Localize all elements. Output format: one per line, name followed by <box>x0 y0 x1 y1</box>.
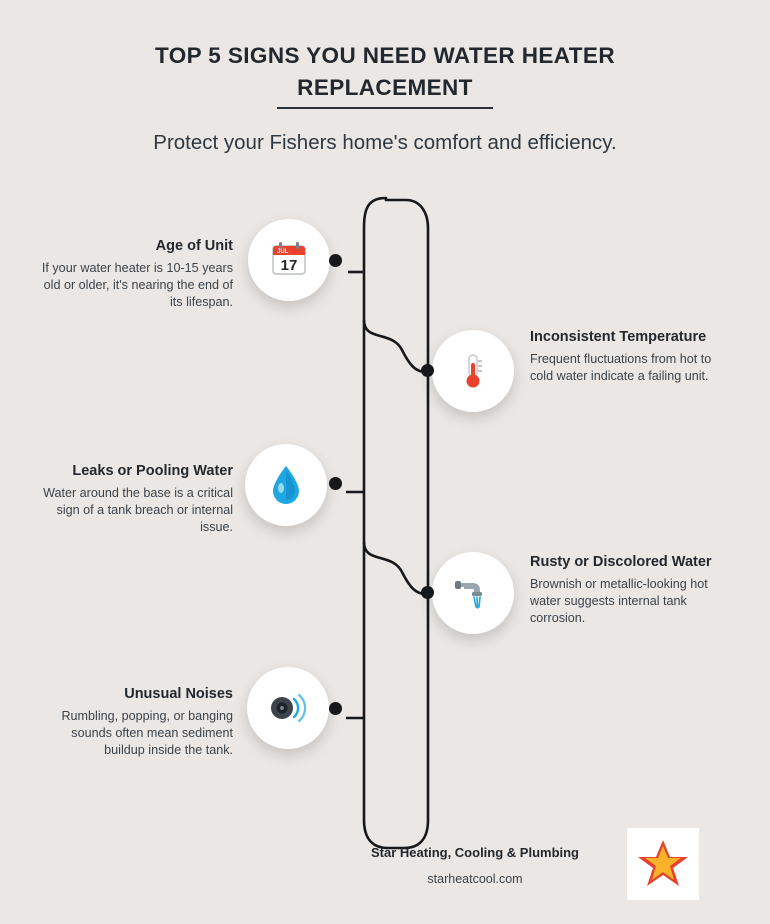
thermometer-icon <box>453 351 493 391</box>
icon-bubble-age-of-unit <box>248 219 330 301</box>
text-block-unusual-noises <box>28 685 233 759</box>
step-body-unusual-noises: Rumbling, popping, or banging sounds often mean sediment buildup inside the tank. <box>61 708 233 757</box>
page-title: TOP 5 SIGNS YOU NEED WATER HEATER REPLACEMENT <box>155 43 615 100</box>
text-block-leaks-or-pooling-water <box>28 462 233 536</box>
connector-dot-unusual-noises <box>329 702 342 715</box>
star-logo-icon <box>635 836 691 892</box>
footer-brand-name: Star Heating, Cooling & Plumbing <box>371 845 579 860</box>
connector-dot-inconsistent-temperature <box>421 364 434 377</box>
connector-dot-leaks-or-pooling-water <box>329 477 342 490</box>
step-heading-unusual-noises: Unusual Noises <box>124 686 233 702</box>
connector-dot-rusty-or-discolored-water <box>421 586 434 599</box>
step-heading-age-of-unit: Age of Unit <box>155 238 233 254</box>
step-body-leaks-or-pooling-water: Water around the base is a critical sign of a tank breach or internal issue. <box>43 485 233 534</box>
calendar-day-label: 17 <box>280 257 298 274</box>
title-divider <box>277 107 493 109</box>
step-heading-inconsistent-temperature: Inconsistent Temperature <box>530 329 707 345</box>
calendar-month-label: JUL <box>277 249 289 255</box>
step-body-inconsistent-temperature: Frequent fluctuations from hot to cold water indicate a failing unit. <box>530 351 712 383</box>
flow-connector-path <box>330 190 470 870</box>
calendar-icon <box>269 240 309 280</box>
step-heading-leaks-or-pooling-water: Leaks or Pooling Water <box>72 463 233 479</box>
speaker-noise-icon <box>266 688 310 728</box>
water-drop-icon <box>267 464 305 506</box>
step-heading-rusty-or-discolored-water: Rusty or Discolored Water <box>530 554 712 570</box>
brand-logo <box>627 828 699 900</box>
step-body-rusty-or-discolored-water: Brownish or metallic-looking hot water suggests internal tank corrosion. <box>530 576 708 625</box>
icon-bubble-inconsistent-temperature <box>432 330 514 412</box>
icon-bubble-leaks-or-pooling-water <box>245 444 327 526</box>
text-block-age-of-unit <box>28 237 233 311</box>
footer-website[interactable]: starheatcool.com <box>427 872 523 886</box>
faucet-icon <box>452 573 494 613</box>
page-subtitle: Protect your Fishers home's comfort and efficiency. <box>153 131 617 154</box>
text-block-inconsistent-temperature <box>530 328 730 385</box>
connector-dot-age-of-unit <box>329 254 342 267</box>
step-body-age-of-unit: If your water heater is 10-15 years old or older, it's nearing the end of its lifespan. <box>41 260 233 309</box>
text-block-rusty-or-discolored-water <box>530 553 730 627</box>
icon-bubble-rusty-or-discolored-water <box>432 552 514 634</box>
icon-bubble-unusual-noises <box>247 667 329 749</box>
